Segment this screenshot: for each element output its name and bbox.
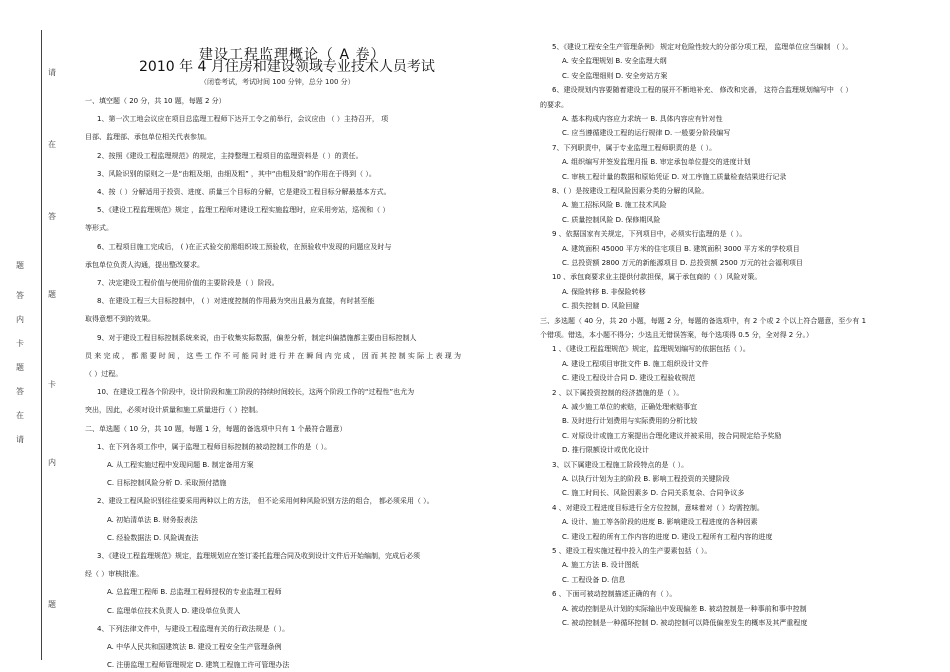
outer-margin-char: 卡 <box>16 339 24 348</box>
question-line: 2 、以下属投资控制的经济措施的是（ ）。 <box>552 388 684 397</box>
question-line: A. 从工程实施过程中发现问题 B. 制定备用方案 <box>107 461 254 469</box>
question-line: 9、对于建设工程目标控制系统来说，由于收集实际数据，偏差分析，制定纠偏措施都主要由目标控制人 <box>97 333 417 342</box>
question-line: 三、多选题（ 40 分，共 20 小题，每题 2 分，每题的备选项中，有 2 个或 2 个以上符合题意，至少有 1 <box>540 316 867 325</box>
question-line: C. 建设工程设计合同 D. 建设工程验收规范 <box>562 374 696 383</box>
question-line: 5、《建设工程安全生产管理条例》 规定对危险性较大的分部分项工程， 监理单位应当编制 （ ）。 <box>552 43 853 51</box>
question-line: 经（ ）审核批准。 <box>85 570 144 579</box>
question-line: A. 中华人民共和国建筑法 B. 建设工程安全生产管理条例 <box>107 643 282 651</box>
question-line: A. 施工招标风险 B. 施工技术风险 <box>562 201 667 210</box>
inner-margin-char: 内 <box>48 458 56 467</box>
question-line: A. 被动控制是从计划的实际输出中发现偏差 B. 被动控制是一种事前和事中控制 <box>562 604 807 613</box>
question-line: 3、风险识别的原则之一是“由粗及细，由细及粗” ，其中“由粗及细”的作用在于得到（ ）。 <box>97 169 376 178</box>
question-line: C. 施工时间长、风险因素多 D. 合同关系复杂、合同争议多 <box>562 489 745 498</box>
question-line: 4、按（ ）分解适用于投资、进度、质量三个目标的分解，它是建设工程目标分解最基本方式。 <box>97 188 391 196</box>
inner-margin-char: 请 <box>48 68 56 77</box>
question-line: A. 基本构成内容应力求统一 B. 具体内容应有针对性 <box>562 115 723 123</box>
inner-margin-char: 题 <box>48 600 56 609</box>
outer-margin-char: 题 <box>16 261 24 270</box>
question-line: A. 总监理工程师 B. 总监理工程师授权的专业监理工程师 <box>107 588 282 597</box>
question-line: 6、建设规划内容要随着建设工程的展开不断地补充、 修改和完善， 这符合监理规划编写中 （ ） <box>552 86 853 95</box>
outer-margin-char: 题 <box>16 363 24 372</box>
question-line: 突出，因此，必须对设计质量和施工质量进行（ ）控制。 <box>85 406 263 415</box>
question-line: 1 、《建设工程监理规范》规定，监理规划编写的依据包括（ ）。 <box>552 345 750 354</box>
question-line: A. 建设工程项目审批文件 B. 施工组织设计文件 <box>562 359 709 368</box>
question-line: 二、单选题（ 10 分，共 10 题，每题 1 分，每题的备选项中只有 1 个最符合题意） <box>85 424 347 433</box>
question-line: C. 损失控制 D. 风险回避 <box>562 302 640 311</box>
inner-margin-char: 在 <box>48 140 56 149</box>
question-line: C. 总投资额 2800 万元的新能源项目 D. 总投资额 2500 万元的社会福利项目 <box>562 259 803 267</box>
question-line: 目部、监理部、承包单位相关代表参加。 <box>85 133 211 142</box>
question-line: 7、决定建设工程价值与使用价值的主要阶段是（ ）阶段。 <box>97 279 279 287</box>
outer-margin-char: 请 <box>16 435 24 444</box>
outer-margin-char: 内 <box>16 315 24 324</box>
question-line: 7、下列职责中，属于专业监理工程师职责的是（ ）。 <box>552 143 717 152</box>
question-line: 取得意想不到的效果。 <box>85 315 155 324</box>
outer-margin-char: 答 <box>16 387 24 396</box>
exam-main-title: 2010 年 4 月住房和建设领域专业技术人员考试 <box>139 59 435 75</box>
question-line: 8、在建设工程三大目标控制中， ( ）对进度控制的作用最为突出且最为直接，有时甚至能 <box>97 297 375 306</box>
question-line: C. 安全监理细则 D. 安全旁站方案 <box>562 71 668 80</box>
question-line: C. 应当遵循建设工程的运行规律 D. 一般要分阶段编写 <box>562 129 731 138</box>
question-line: 3、以下属建设工程施工阶段特点的是（ ）。 <box>552 460 689 469</box>
question-line: 5 、建设工程实施过程中投入的生产要素包括（ ）。 <box>552 547 712 555</box>
question-line: 2、建设工程风险识别往往要采用两种以上的方法， 但不论采用何种风险识别方法的组合， 都必须采用（ ）。 <box>97 497 434 506</box>
question-line: A. 以执行计划为主的阶段 B. 影响工程投资的关键阶段 <box>562 475 730 483</box>
question-line: 10、在建设工程各个阶段中，设计阶段和施工阶段的持续时间较长，这两个阶段工作的“过程性”也尤为 <box>97 388 415 397</box>
question-line: A. 初始清单法 B. 财务报表法 <box>107 515 198 524</box>
question-line: A. 设计、施工等各阶段的进度 B. 影响建设工程进度的各种因素 <box>562 518 758 527</box>
exam-subject-title: 建设工程监理概论（ A 卷） <box>199 47 386 63</box>
question-line: 9 、依据国家有关规定，下列项目中，必须实行监理的是（ ）。 <box>552 230 747 239</box>
question-line: C. 审核工程计量的数据和原始凭证 D. 对工序施工质量检查结果进行记录 <box>562 172 787 181</box>
question-line: C. 被动控制是一种循环控制 D. 被动控制可以降低偏差发生的概率及其严重程度 <box>562 619 808 627</box>
inner-margin-char: 卡 <box>48 380 56 389</box>
question-line: 10 、承包商要求业主提供付款担保，属于承包商的（ ）风险对策。 <box>552 273 762 282</box>
question-line: D. 推行限额设计或优化设计 <box>562 446 649 455</box>
question-line: C. 监理单位技术负责人 D. 建设单位负责人 <box>107 606 241 615</box>
question-line: 6、工程项目施工完成后， ( )在正式验交前需组织竣工预验收，在预验收中发现的问题应及时与 <box>97 242 392 251</box>
question-line: C. 对原设计或施工方案提出合理化建议并被采用，按合同规定给予奖励 <box>562 431 782 440</box>
question-line: 1、第一次工地会议应在项目总监理工程师下达开工令之前举行，会议应由 （ ）主持召开， 项 <box>97 115 389 124</box>
question-line: 2、按照《建设工程监理规范》的规定，主持整理工程项目的监理资料是（ ）的责任。 <box>97 151 363 160</box>
question-line: C. 注册监理工程师管理规定 D. 建筑工程施工许可管理办法 <box>107 661 290 670</box>
question-line: 1、在下列各项工作中，属于监理工程师目标控制的被动控制工作的是（ ）。 <box>97 442 332 451</box>
question-line: C. 目标控制风险分析 D. 采取预付措施 <box>107 479 227 488</box>
question-line: 个错项。错选，本小题不得分；少选且无错误答案，每个选项得 0.5 分，全对得 2 分。） <box>540 331 813 339</box>
question-line: C. 建设工程的所有工作内容的进度 D. 建设工程所有工程内容的进度 <box>562 532 773 541</box>
question-line: 3、《建设工程监理规范》规定，监理规划应在签订委托监理合同及收到设计文件后开始编制，完成后必须 <box>97 552 420 560</box>
question-line: C. 经验数据法 D. 风险调查法 <box>107 533 199 542</box>
question-line: A. 保险转移 B. 非保险转移 <box>562 287 646 296</box>
outer-margin-char: 在 <box>16 411 24 420</box>
question-line: A. 施工方法 B. 设计图纸 <box>562 561 639 570</box>
question-line: 8、( ）是按建设工程风险因素分类的分解的风险。 <box>552 187 709 195</box>
question-line: 的要求。 <box>540 100 568 109</box>
question-line: C. 质量控制风险 D. 保修期风险 <box>562 215 661 224</box>
question-line: 4 、对建设工程进度目标进行全方位控制，意味着对（ ）均需控制。 <box>552 503 764 512</box>
question-line: A. 减少施工单位的索赔，正确处理索赔事宜 <box>562 403 698 411</box>
question-line: C. 工程设备 D. 信息 <box>562 575 626 584</box>
question-line: B. 及时进行计划费用与实际费用的分析比较 <box>562 417 698 426</box>
binding-margin-line <box>41 30 42 660</box>
question-line: 等形式。 <box>85 224 113 233</box>
question-line: 员 来 完 成 ， 都 需 要 时 间 ， 这 些 工 作 不 可 能 同 时 进 行 并 在 瞬 间 内 完 成 ， 因 而 其 控 制 实 际 上 表 现 为 <box>85 351 462 360</box>
inner-margin-char: 题 <box>48 290 56 299</box>
inner-margin-char: 答 <box>48 212 56 221</box>
question-line: （ ）过程。 <box>85 370 123 378</box>
exam-info: （闭卷考试，考试时间 100 分钟，总分 100 分） <box>200 78 355 86</box>
question-line: A. 组织编写并签发监理月报 B. 审定承包单位提交的进度计划 <box>562 158 751 167</box>
question-line: 4、下列法律文件中，与建设工程监理有关的行政法规是（ ）。 <box>97 624 290 633</box>
question-line: 承包单位负责人沟通，提出整改要求。 <box>85 260 204 269</box>
question-line: 一、填空题（ 20 分，共 10 题，每题 2 分） <box>85 97 226 105</box>
question-line: 5、《建设工程监理规范》规定 ，监理工程师对建设工程实施监理时，应采用旁站，巡视和（ ） <box>97 206 390 215</box>
question-line: A. 建筑面积 45000 平方米的住宅项目 B. 建筑面积 3000 平方米的学校项目 <box>562 244 800 253</box>
question-line: A. 安全监理规划 B. 安全监理大纲 <box>562 57 667 66</box>
question-line: 6 、下面可被动控制描述正确的有（ ）。 <box>552 590 677 599</box>
outer-margin-char: 答 <box>16 291 24 300</box>
